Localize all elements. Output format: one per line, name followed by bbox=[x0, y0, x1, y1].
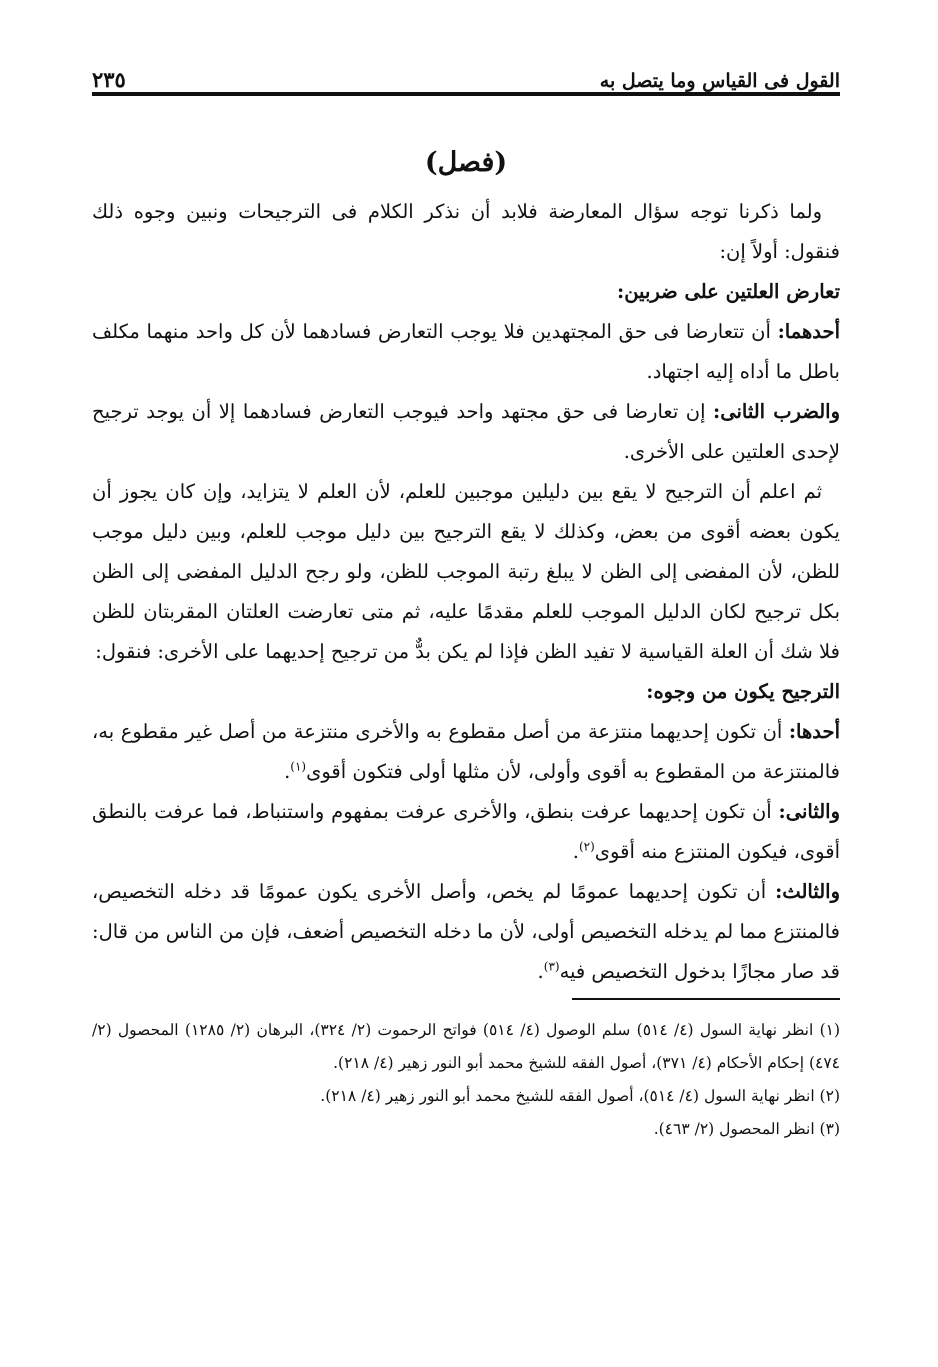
footnote-ref-3[interactable]: (٣) bbox=[543, 959, 560, 974]
header-rule bbox=[92, 92, 840, 96]
paragraph-knowledge: ثم اعلم أن الترجيح لا يقع بين دليلين موجبين للعلم، لأن العلم لا يتزايد، وإن كان يجوز أن يكون بعضه أقوى من بعض، وكذلك لا يقع الترجيح بين دليل موجب للعلم، وبين دليل موجب للظن، لأن المفضى إلى الظن لا يبلغ رتبة الموجب للظن، ولو رجح الدليل المفضى إلى الظن بكل ترجيح لكان الدليل الموجب للعلم مقدمًا عليه، ثم متى تعارضت العلتان المقربتان للظن فلا شك أن العلة القياسية لا تفيد الظن فإذا لم يكن بدٌّ من ترجيح إحديهما على الأخرى: فنقول: bbox=[92, 480, 840, 663]
paragraph-first-type bbox=[92, 312, 840, 392]
label-way-three: والثالث: bbox=[775, 880, 840, 903]
section-title: (فصل) bbox=[424, 147, 508, 178]
footnote-separator bbox=[572, 998, 840, 1000]
label-first: أحدهما: bbox=[777, 320, 840, 343]
footnotes bbox=[92, 1014, 840, 1146]
text-second: إن تعارضا فى حق مجتهد واحد فيوجب التعارض فسادهما إلا أن يوجد ترجيح لإحدى العلتين على الأخرى. bbox=[92, 400, 840, 463]
body-text bbox=[92, 192, 840, 992]
paragraph-way-two: والثانى: أن تكون إحديهما عرفت بنطق، والأخرى عرفت بمفهوم واستنباط، فما عرفت بالنطق أقوى، فيكون المنتزع منه أقوى$^{(٢)}$. bbox=[92, 800, 840, 863]
footnote-ref-2[interactable]: (٢) bbox=[578, 839, 595, 854]
subheading-tarjih: الترجيح يكون من وجوه: bbox=[646, 680, 840, 703]
footnote-1: (١) انظر نهاية السول (٤/ ٥١٤) سلم الوصول (٤/ ٥١٤) فواتح الرحموت (٢/ ٣٢٤)، البرهان (٢/ ١٢٨٥) المحصول (٢/ ٤٧٤) إحكام الأحكام (٤/ ٣٧١)، أصول الفقه للشيخ محمد أبو النور زهير (٤/ ٢١٨). bbox=[92, 1021, 841, 1072]
footnote-3: (٣) انظر المحصول (٢/ ٤٦٣). bbox=[653, 1120, 840, 1138]
intro-paragraph: ولما ذكرنا توجه سؤال المعارضة فلابد أن نذكر الكلام فى الترجيحات ونبين وجوه ذلك فنقول: أولاً إن: bbox=[92, 200, 840, 263]
label-way-two: والثانى: bbox=[778, 800, 840, 823]
paragraph-way-three: والثالث: أن تكون إحديهما عمومًا لم يخص، وأصل الأخرى يكون عمومًا قد دخله التخصيص، فالمنتزع مما لم يدخله التخصيص أولى، لأن ما دخله التخصيص أضعف، فإن من الناس من قال: قد صار مجازًا بدخول التخصيص فيه$^{(٣)}$. bbox=[92, 880, 840, 983]
paragraph-way-one: أحدها: أن تكون إحديهما منتزعة من أصل مقطوع به والأخرى منتزعة من أصل غير مقطوع به، فالمنتزعة من المقطوع به أقوى وأولى، لأن مثلها أولى فتكون أقوى$^{(١)}$. bbox=[92, 720, 840, 783]
paragraph-second-type bbox=[92, 392, 840, 472]
text-way-three: أن تكون إحديهما عمومًا لم يخص، وأصل الأخرى يكون عمومًا قد دخله التخصيص، فالمنتزع مما لم يدخله التخصيص أولى، لأن ما دخله التخصيص أضعف، فإن من الناس من قال: قد صار مجازًا بدخول التخصيص فيه bbox=[92, 880, 840, 983]
label-second: والضرب الثانى: bbox=[713, 400, 841, 423]
page bbox=[92, 58, 840, 1146]
footnote-ref-1[interactable]: (١) bbox=[290, 759, 307, 774]
label-way-one: أحدها: bbox=[788, 720, 840, 743]
running-header bbox=[92, 58, 840, 92]
footnote-2: (٢) انظر نهاية السول (٤/ ٥١٤)، أصول الفقه للشيخ محمد أبو النور زهير (٤/ ٢١٨). bbox=[320, 1087, 840, 1105]
running-title: القول فى القياس وما يتصل به bbox=[599, 70, 840, 92]
text-first: أن تتعارضا فى حق المجتهدين فلا يوجب التعارض فسادهما لأن كل واحد منهما مكلف باطل ما أداه إليه اجتهاد. bbox=[92, 320, 840, 383]
text-way-one: أن تكون إحديهما منتزعة من أصل مقطوع به والأخرى منتزعة من أصل غير مقطوع به، فالمنتزعة من المقطوع به أقوى وأولى، لأن مثلها أولى فتكون أقوى bbox=[92, 720, 840, 783]
text-way-two: أن تكون إحديهما عرفت بنطق، والأخرى عرفت بمفهوم واستنباط، فما عرفت بالنطق أقوى، فيكون المنتزع منه أقوى bbox=[92, 800, 840, 863]
page-number: ٢٣٥ bbox=[92, 67, 126, 92]
subheading-two-types: تعارض العلتين على ضربين: bbox=[617, 280, 840, 303]
